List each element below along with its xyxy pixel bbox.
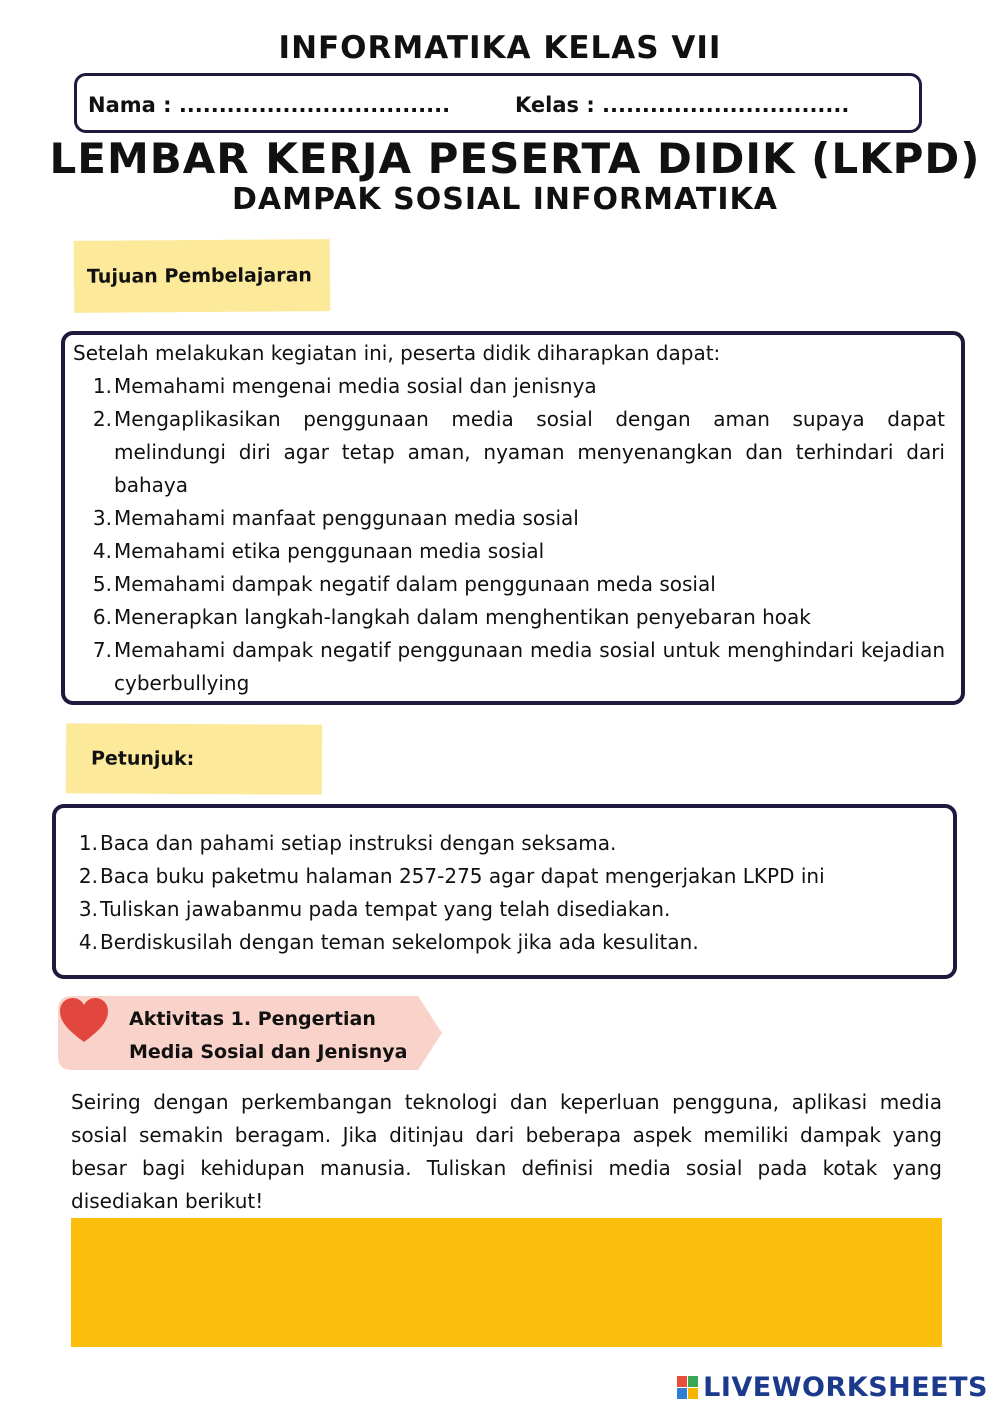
worksheet-top-title: INFORMATIKA KELAS VII <box>278 30 722 66</box>
kelas-field[interactable]: Kelas : ............................... <box>515 93 850 117</box>
petunjuk-tag-label: Petunjuk: <box>90 747 195 771</box>
petunjuk-list <box>78 827 940 959</box>
aktivitas-title-line1: Aktivitas 1. Pengertian <box>129 1008 376 1030</box>
tujuan-list <box>92 370 945 700</box>
tujuan-pembelajaran-tag <box>74 239 330 313</box>
aktivitas-1-banner <box>58 996 442 1070</box>
list-item: 5. Memahami dampak negatif dalam penggunaan meda sosial <box>92 572 716 596</box>
aktivitas-instructions: Seiring dengan perkembangan teknologi dan keperluan pengguna, aplikasi media sosial semakin beragam. Jika ditinjau dari beberapa aspek memiliki dampak yang besar bagi kehidupan manusia. Tuliskan definisi media sosial pada kotak yang disediakan berikut! <box>71 1090 942 1213</box>
list-item: 2. Baca buku paketmu halaman 257-275 agar dapat mengerjakan LKPD ini <box>78 864 825 888</box>
list-item: 4. Memahami etika penggunaan media sosial <box>92 539 545 563</box>
list-item: 1. Memahami mengenai media sosial dan jenisnya <box>92 374 597 398</box>
student-identity-box <box>74 73 922 133</box>
answer-box[interactable] <box>71 1218 942 1347</box>
liveworksheets-logo-icon <box>677 1376 699 1400</box>
page-title: LEMBAR KERJA PESERTA DIDIK (LKPD) <box>49 134 981 183</box>
aktivitas-title-line2: Media Sosial dan Jenisnya <box>129 1041 408 1063</box>
tujuan-tag-label: Tujuan Pembelajaran <box>86 264 312 288</box>
tujuan-box <box>61 331 965 705</box>
petunjuk-box <box>52 804 957 979</box>
list-item: 1. Baca dan pahami setiap instruksi dengan seksama. <box>78 831 617 855</box>
liveworksheets-logo <box>677 1372 988 1403</box>
list-item: 6. Menerapkan langkah-langkah dalam menghentikan penyebaran hoak <box>92 605 811 629</box>
page-subtitle: DAMPAK SOSIAL INFORMATIKA <box>232 182 778 217</box>
list-item: 3. Tuliskan jawabanmu pada tempat yang telah disediakan. <box>78 897 671 921</box>
list-item: 3. Memahami manfaat penggunaan media sosial <box>92 506 579 530</box>
nama-field[interactable]: Nama : .................................. <box>88 93 451 117</box>
heart-icon <box>58 996 110 1044</box>
list-item: 4. Berdiskusilah dengan teman sekelompok jika ada kesulitan. <box>78 930 699 954</box>
petunjuk-tag <box>66 723 322 794</box>
list-item: 7. Memahami dampak negatif penggunaan media sosial untuk menghindari kejadian cyberbullying <box>92 638 945 695</box>
tujuan-intro: Setelah melakukan kegiatan ini, peserta didik diharapkan dapat: <box>73 341 721 365</box>
aktivitas-title <box>129 1003 407 1069</box>
list-item: 2. Mengaplikasikan penggunaan media sosial dengan aman supaya dapat melindungi diri agar tetap aman, nyaman menyenangkan dan terhindari dari bahaya <box>92 407 945 497</box>
liveworksheets-logo-text: LIVEWORKSHEETS <box>703 1372 988 1403</box>
